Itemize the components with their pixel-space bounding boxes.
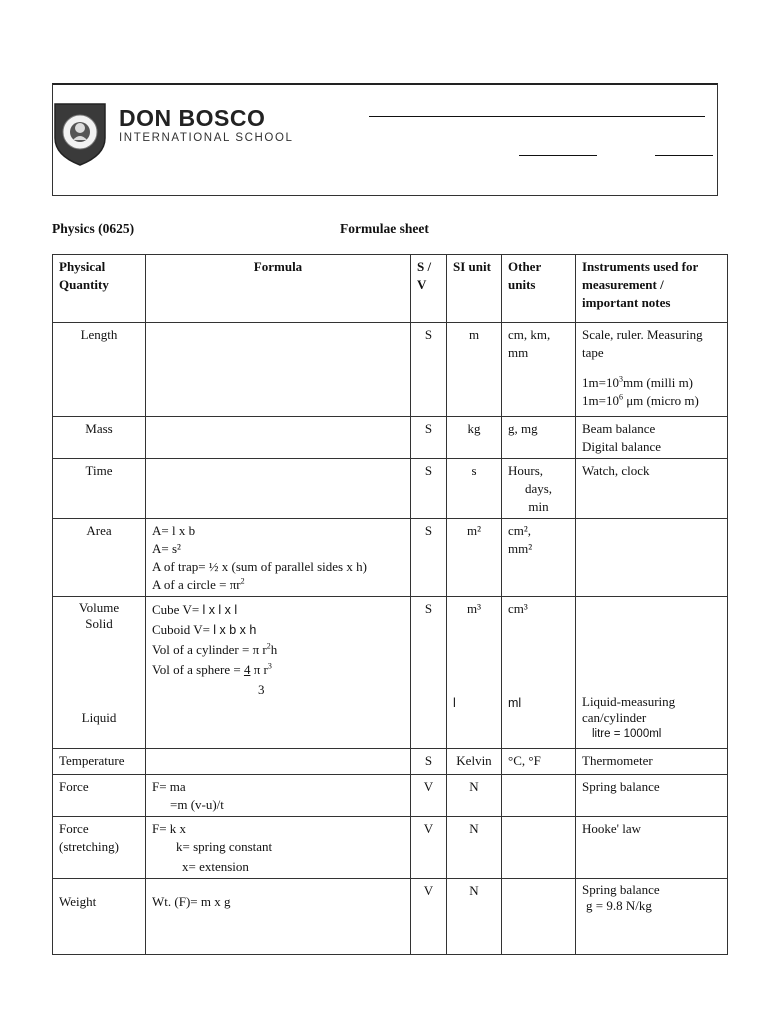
instruments-cell: Hooke' law	[576, 817, 728, 879]
other-units-cell	[502, 775, 576, 817]
sv-cell: S	[411, 459, 447, 519]
formula-text: Cuboid V= l x b x h	[152, 622, 257, 637]
formula-text: A= s²	[152, 541, 181, 556]
school-crest-icon	[53, 102, 107, 166]
other-units-cell	[502, 817, 576, 879]
name-blank-line	[369, 116, 705, 117]
sv-cell: S	[411, 417, 447, 459]
note-text: $1m=10^3mm$ (milli m)	[582, 374, 694, 390]
other-units-cell: cm², mm²	[502, 519, 576, 597]
table-row	[53, 597, 728, 749]
instruments-cell	[576, 879, 728, 955]
formula-cell	[146, 775, 411, 817]
header-quantity: Physical Quantity	[53, 255, 146, 323]
other-units-cell: Hours, days, min	[502, 459, 576, 519]
table-row	[53, 459, 728, 519]
formula-text: A= l x b	[152, 523, 196, 538]
formula-cell	[146, 519, 411, 597]
header-other-units: Other units	[502, 255, 576, 323]
note-text: litre = 1000ml	[592, 728, 662, 740]
si-unit-cell: m²	[447, 519, 502, 597]
sv-cell: S	[411, 519, 447, 597]
formulae-table	[52, 254, 728, 955]
quantity-cell: Area	[53, 519, 146, 597]
table-row	[53, 417, 728, 459]
instruments-cell	[576, 323, 728, 417]
formula-cell	[146, 459, 411, 519]
instruments-cell: Thermometer	[576, 749, 728, 775]
instruments-cell	[576, 417, 728, 459]
quantity-cell: Time	[53, 459, 146, 519]
table-row	[53, 323, 728, 417]
formula-text: A of trap= ½ x (sum of parallel sides x h)	[152, 559, 367, 574]
header-si-unit: SI unit	[447, 255, 502, 323]
si-unit-cell: Kelvin	[447, 749, 502, 775]
formula-text: F= ma	[152, 779, 186, 794]
sv-cell: S	[411, 323, 447, 417]
subject-title: Physics (0625)	[52, 221, 135, 236]
table-row	[53, 519, 728, 597]
quantity-cell: Force (stretching)	[53, 817, 146, 879]
si-unit-cell: N	[447, 879, 502, 955]
sv-cell: V	[411, 775, 447, 817]
sv-cell: V	[411, 817, 447, 879]
formula-cell	[146, 323, 411, 417]
formula-text: x= extension	[182, 859, 249, 874]
table-row	[53, 775, 728, 817]
note-text: Spring balance	[582, 882, 660, 897]
table-row	[53, 749, 728, 775]
other-units-cell: cm, km, mm	[502, 323, 576, 417]
school-name: DON BOSCO	[119, 105, 266, 131]
sheet-title: Formulae sheet	[340, 221, 429, 236]
quantity-cell: Mass	[53, 417, 146, 459]
si-unit-cell: kg	[447, 417, 502, 459]
note-text: Digital balance	[582, 439, 662, 454]
other-units-cell	[502, 879, 576, 955]
instruments-cell: Watch, clock	[576, 459, 728, 519]
formula-text: Cube V= l x l x l	[152, 602, 238, 617]
si-unit-cell: m	[447, 323, 502, 417]
formula-text: A of a circle = $\pi r^2$	[152, 576, 245, 592]
header-instruments: Instruments used for measurement / important notes	[576, 255, 728, 323]
formula-cell: Wt. (F)= m x g	[146, 879, 411, 955]
formula-text: k= spring constant	[176, 839, 273, 854]
instruments-cell	[576, 597, 728, 749]
sv-cell: V	[411, 879, 447, 955]
quantity-cell: Volume Solid Liquid	[53, 597, 146, 749]
quantity-cell: Force	[53, 775, 146, 817]
formula-text: 3	[258, 682, 265, 697]
si-unit-cell: m³ l	[447, 597, 502, 749]
formula-cell	[146, 597, 411, 749]
date-blank-line	[655, 155, 713, 156]
instruments-cell: Spring balance	[576, 775, 728, 817]
formula-cell	[146, 749, 411, 775]
formula-cell	[146, 417, 411, 459]
si-unit-cell: N	[447, 817, 502, 879]
formula-text: Vol of a cylinder = π $r^2h$	[152, 641, 278, 657]
note-text: Scale, ruler. Measuring tape	[582, 327, 703, 360]
other-units-cell: g, mg	[502, 417, 576, 459]
quantity-cell: Temperature	[53, 749, 146, 775]
school-subtitle: INTERNATIONAL SCHOOL	[119, 132, 294, 144]
quantity-cell: Weight	[53, 879, 146, 955]
note-text: Liquid-measuring can/cylinder	[582, 694, 676, 725]
note-text: $1m=10^6$ μm (micro m)	[582, 392, 699, 408]
header-formula: Formula	[146, 255, 411, 323]
table-row	[53, 879, 728, 955]
si-unit-cell: N	[447, 775, 502, 817]
other-units-cell: cm³ ml	[502, 597, 576, 749]
class-blank-line	[519, 155, 597, 156]
instruments-cell	[576, 519, 728, 597]
header-sv: S / V	[411, 255, 447, 323]
si-unit-cell: s	[447, 459, 502, 519]
formula-text: F= k x	[152, 821, 187, 836]
note-text: g = 9.8 N/kg	[586, 898, 652, 913]
formula-text: Vol of a sphere = 4 π $r^3$	[152, 661, 272, 677]
quantity-cell: Length	[53, 323, 146, 417]
sv-cell: S	[411, 749, 447, 775]
note-text: Beam balance	[582, 421, 656, 436]
formula-cell	[146, 817, 411, 879]
sv-cell: S	[411, 597, 447, 749]
other-units-cell: °C, °F	[502, 749, 576, 775]
school-header-box	[52, 83, 718, 196]
table-row	[53, 817, 728, 879]
table-header-row	[53, 255, 728, 323]
formula-text: =m (v-u)/t	[170, 797, 224, 812]
